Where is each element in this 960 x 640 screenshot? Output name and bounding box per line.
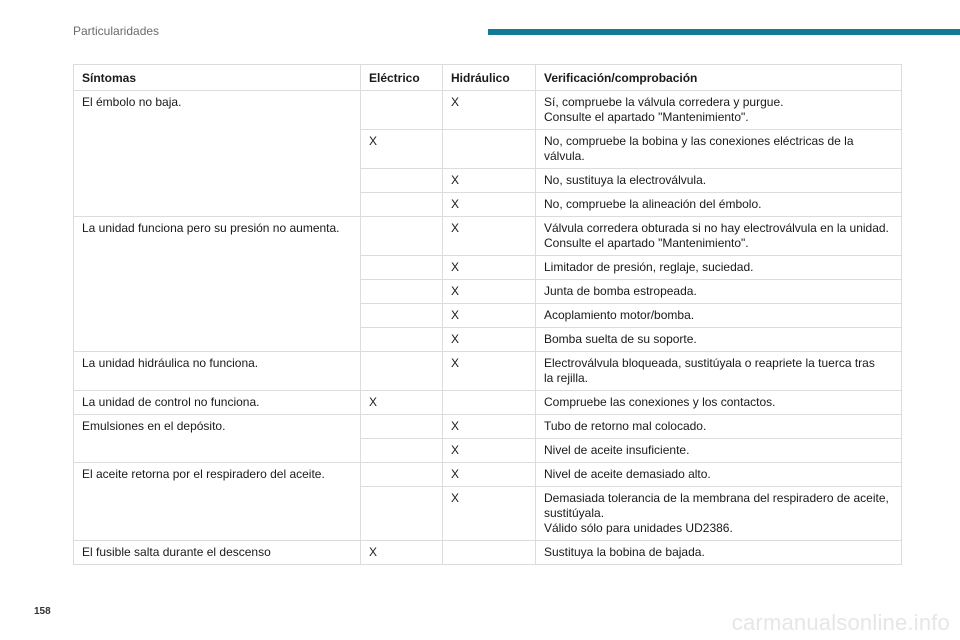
electrical-cell	[361, 280, 443, 304]
watermark: carmanualsonline.info	[731, 610, 950, 635]
check-text-line: No, sustituya la electroválvula.	[544, 173, 707, 187]
column-header-check: Verificación/comprobación	[536, 65, 902, 91]
check-text-line: Sustituya la bobina de bajada.	[544, 545, 705, 559]
check-text-line: Válido sólo para unidades UD2386.	[544, 521, 733, 535]
electrical-cell	[361, 328, 443, 352]
hydraulic-cell: X	[443, 193, 536, 217]
check-text-line: Consulte el apartado "Mantenimiento".	[544, 110, 749, 124]
page-number: 158	[34, 606, 51, 617]
hydraulic-cell: X	[443, 256, 536, 280]
electrical-cell	[361, 439, 443, 463]
hydraulic-cell: X	[443, 415, 536, 439]
table-row	[74, 391, 902, 415]
table-row	[74, 352, 902, 391]
electrical-cell: X	[361, 541, 443, 565]
check-cell	[536, 130, 902, 169]
check-cell	[536, 280, 902, 304]
electrical-cell	[361, 415, 443, 439]
check-text-line: la rejilla.	[544, 371, 589, 385]
electrical-cell	[361, 256, 443, 280]
electrical-cell	[361, 487, 443, 541]
check-text-line: Válvula corredera obturada si no hay electroválvula en la unidad.	[544, 221, 889, 235]
check-text-line: Sí, compruebe la válvula corredera y purgue.	[544, 95, 784, 109]
check-text-line: válvula.	[544, 149, 585, 163]
table-row	[74, 91, 902, 130]
check-cell	[536, 193, 902, 217]
hydraulic-cell: X	[443, 328, 536, 352]
electrical-cell	[361, 91, 443, 130]
electrical-cell	[361, 304, 443, 328]
hydraulic-cell	[443, 130, 536, 169]
check-cell	[536, 463, 902, 487]
hydraulic-cell: X	[443, 439, 536, 463]
symptom-cell: El aceite retorna por el respiradero del aceite.	[74, 463, 361, 541]
table-header-row	[74, 65, 902, 91]
column-header-hydraulic: Hidráulico	[443, 65, 536, 91]
check-cell	[536, 328, 902, 352]
check-text-line: No, compruebe la alineación del émbolo.	[544, 197, 762, 211]
electrical-cell	[361, 463, 443, 487]
section-title: Particularidades	[73, 24, 160, 38]
check-cell	[536, 352, 902, 391]
symptom-cell: La unidad de control no funciona.	[74, 391, 361, 415]
electrical-cell	[361, 169, 443, 193]
table-row	[74, 463, 902, 487]
check-text-line: Demasiada tolerancia de la membrana del respiradero de aceite,	[544, 491, 889, 505]
hydraulic-cell	[443, 541, 536, 565]
check-text-line: Junta de bomba estropeada.	[544, 284, 697, 298]
symptom-cell: La unidad funciona pero su presión no aumenta.	[74, 217, 361, 352]
electrical-cell	[361, 217, 443, 256]
hydraulic-cell: X	[443, 463, 536, 487]
hydraulic-cell: X	[443, 91, 536, 130]
hydraulic-cell: X	[443, 352, 536, 391]
check-text-line: Limitador de presión, reglaje, suciedad.	[544, 260, 754, 274]
check-cell	[536, 541, 902, 565]
hydraulic-cell: X	[443, 217, 536, 256]
header-accent-bar	[488, 29, 960, 35]
table-row	[74, 541, 902, 565]
check-cell	[536, 304, 902, 328]
hydraulic-cell	[443, 391, 536, 415]
table-body	[74, 91, 902, 565]
check-cell	[536, 439, 902, 463]
check-cell	[536, 217, 902, 256]
check-text-line: sustitúyala.	[544, 506, 605, 520]
electrical-cell: X	[361, 391, 443, 415]
table-row	[74, 217, 902, 256]
check-text-line: Acoplamiento motor/bomba.	[544, 308, 695, 322]
check-text-line: Electroválvula bloqueada, sustitúyala o reapriete la tuerca tras	[544, 356, 875, 370]
hydraulic-cell: X	[443, 169, 536, 193]
symptom-cell: El fusible salta durante el descenso	[74, 541, 361, 565]
check-text-line: Consulte el apartado "Mantenimiento".	[544, 236, 749, 250]
hydraulic-cell: X	[443, 280, 536, 304]
hydraulic-cell: X	[443, 304, 536, 328]
electrical-cell: X	[361, 130, 443, 169]
check-cell	[536, 487, 902, 541]
check-text-line: Nivel de aceite demasiado alto.	[544, 467, 711, 481]
symptom-cell: El émbolo no baja.	[74, 91, 361, 217]
check-cell	[536, 415, 902, 439]
column-header-symptoms: Síntomas	[74, 65, 361, 91]
column-header-electrical: Eléctrico	[361, 65, 443, 91]
table-row	[74, 415, 902, 439]
check-text-line: No, compruebe la bobina y las conexiones eléctricas de la	[544, 134, 854, 148]
check-text-line: Compruebe las conexiones y los contactos.	[544, 395, 776, 409]
check-text-line: Bomba suelta de su soporte.	[544, 332, 697, 346]
check-cell	[536, 169, 902, 193]
electrical-cell	[361, 193, 443, 217]
hydraulic-cell: X	[443, 487, 536, 541]
electrical-cell	[361, 352, 443, 391]
check-text-line: Nivel de aceite insuficiente.	[544, 443, 690, 457]
check-text-line: Tubo de retorno mal colocado.	[544, 419, 707, 433]
check-cell	[536, 391, 902, 415]
symptom-cell: La unidad hidráulica no funciona.	[74, 352, 361, 391]
check-cell	[536, 256, 902, 280]
symptom-cell: Emulsiones en el depósito.	[74, 415, 361, 463]
diagnosis-table	[73, 64, 902, 565]
check-cell	[536, 91, 902, 130]
